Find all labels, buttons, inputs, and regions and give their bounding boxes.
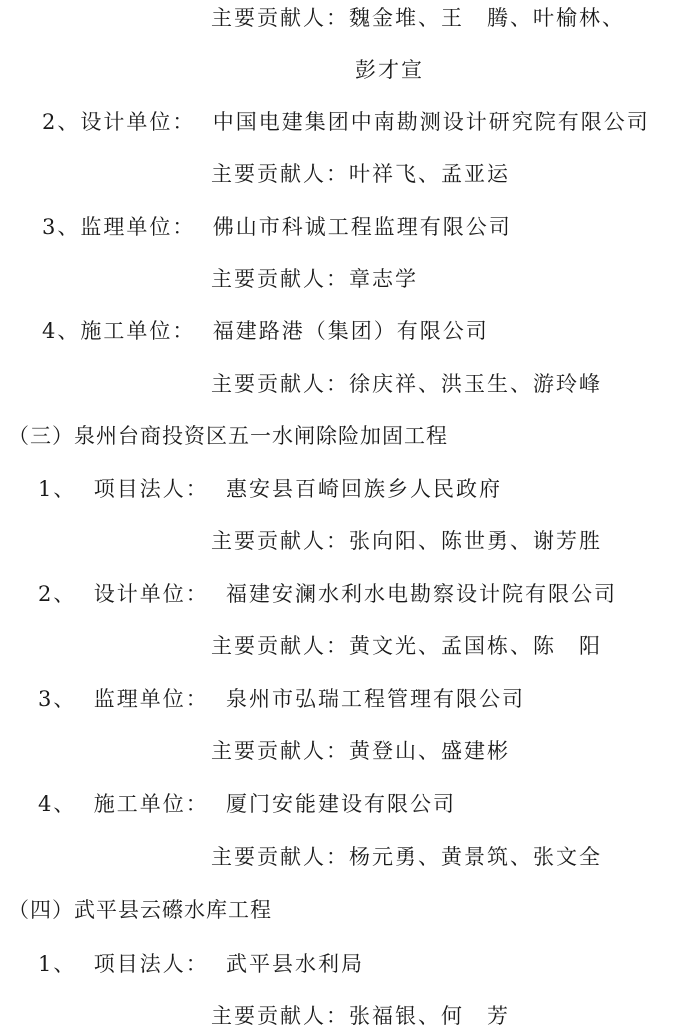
contributors-line: 主要贡献人：魏金堆、王 腾、叶榆林、 xyxy=(211,6,625,30)
contributors-line: 主要贡献人：张福银、何 芳 xyxy=(211,1004,510,1028)
contributors-line: 主要贡献人：叶祥飞、孟亚运 xyxy=(211,162,510,186)
contributors-line: 主要贡献人：杨元勇、黄景筑、张文全 xyxy=(211,845,602,869)
contributors-line: 主要贡献人：章志学 xyxy=(211,267,418,291)
project-owner-line: 1、 项目法人： 武平县水利局 xyxy=(38,952,365,976)
design-unit-line: 2、设计单位： 中国电建集团中南勘测设计研究院有限公司 xyxy=(42,110,650,134)
section-heading-3: （三）泉州台商投资区五一水闸除险加固工程 xyxy=(8,424,448,448)
contributors-line: 主要贡献人：黄登山、盛建彬 xyxy=(211,739,510,763)
construction-unit-line: 4、施工单位： 福建路港（集团）有限公司 xyxy=(42,319,489,343)
contributors-line: 主要贡献人：张向阳、陈世勇、谢芳胜 xyxy=(211,529,602,553)
contributors-line: 主要贡献人：黄文光、孟国栋、陈 阳 xyxy=(211,634,602,658)
section-heading-4: （四）武平县云礤水库工程 xyxy=(8,898,272,922)
supervision-unit-line: 3、 监理单位： 泉州市弘瑞工程管理有限公司 xyxy=(38,687,526,711)
construction-unit-line: 4、 施工单位： 厦门安能建设有限公司 xyxy=(38,792,457,816)
design-unit-line: 2、 设计单位： 福建安澜水利水电勘察设计院有限公司 xyxy=(38,582,618,606)
supervision-unit-line: 3、监理单位： 佛山市科诚工程监理有限公司 xyxy=(42,215,512,239)
project-owner-line: 1、 项目法人： 惠安县百崎回族乡人民政府 xyxy=(38,477,503,501)
contributors-continuation: 彭才宣 xyxy=(355,58,424,82)
contributors-line: 主要贡献人：徐庆祥、洪玉生、游玲峰 xyxy=(211,372,602,396)
